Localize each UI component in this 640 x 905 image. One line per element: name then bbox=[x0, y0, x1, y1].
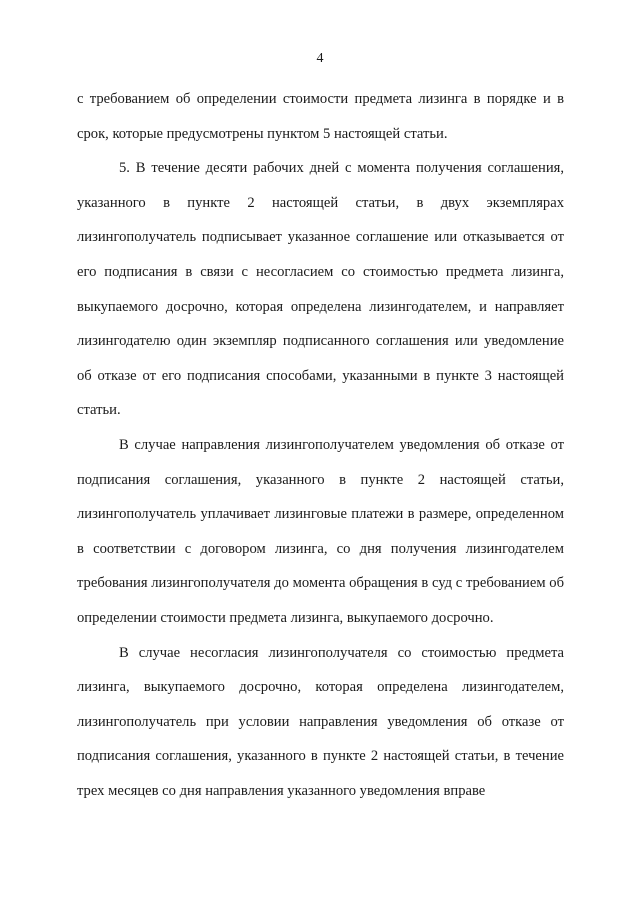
document-body bbox=[77, 82, 564, 808]
paragraph-continuation: с требованием об определении стоимости предмета лизинга в порядке и в срок, которые предусмотрены пунктом 5 настоящей статьи. bbox=[77, 91, 564, 142]
paragraph-item-5: 5. В течение десяти рабочих дней с момента получения соглашения, указанного в пункте 2 настоящей статьи, в двух экземплярах лизингополучатель подписывает указанное соглашение или отказывается от его подписания в связи с несогласием со стоимостью предмета лизинга, выкупаемого досрочно, которая определена лизингодателем, и направляет лизингодателю один экземпляр подписанного соглашения или уведомление об отказе от его подписания способами, указанными в пункте 3 настоящей статьи. bbox=[77, 160, 564, 419]
paragraph-disagreement: В случае несогласия лизингополучателя со стоимостью предмета лизинга, выкупаемого досрочно, которая определена лизингодателем, лизингополучатель при условии направления уведомления об отказе от подписания соглашения, указанного в пункте 2 настоящей статьи, в течение трех месяцев со дня направления указанного уведомления вправе bbox=[77, 644, 564, 799]
page-number: 4 bbox=[316, 51, 324, 66]
paragraph-refusal-notice: В случае направления лизингополучателем уведомления об отказе от подписания соглашения, указанного в пункте 2 настоящей статьи, лизингополучатель уплачивает лизинговые платежи в размере, определенном в соответствии с договором лизинга, со дня получения лизингодателем требования лизингополучателя до момента обращения в суд с требованием об определении стоимости предмета лизинга, выкупаемого досрочно. bbox=[77, 436, 564, 626]
